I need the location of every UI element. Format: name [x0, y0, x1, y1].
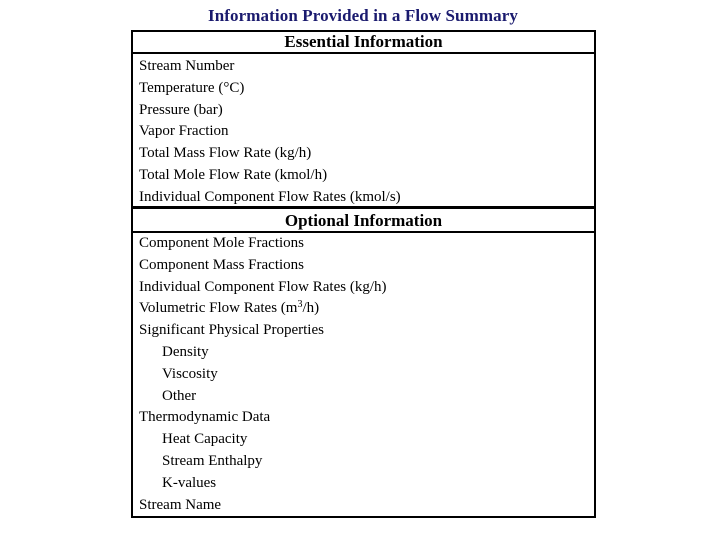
- optional-heading: Optional Information: [133, 206, 594, 233]
- volumetric-suffix: /h): [302, 300, 320, 317]
- volumetric-superscript: 3: [297, 299, 303, 311]
- essential-heading: Essential Information: [133, 32, 594, 54]
- list-item: Temperature (°C): [139, 79, 245, 96]
- sub-item: Other: [162, 387, 197, 404]
- sub-item: Stream Enthalpy: [162, 452, 263, 469]
- list-item: Thermodynamic Data: [139, 409, 271, 426]
- optional-list: [133, 233, 594, 516]
- essential-list: [133, 54, 594, 206]
- sub-item: Viscosity: [162, 365, 218, 382]
- sub-item: Heat Capacity: [162, 431, 248, 448]
- list-item-volumetric: [139, 298, 588, 320]
- list-item: Individual Component Flow Rates (kg/h): [139, 278, 387, 295]
- volumetric-prefix: Volumetric Flow Rates (m: [139, 300, 298, 317]
- list-item: Total Mass Flow Rate (kg/h): [139, 145, 312, 162]
- list-item: Stream Name: [139, 496, 222, 513]
- list-item: Component Mass Fractions: [139, 256, 304, 273]
- list-item: Stream Number: [139, 58, 235, 74]
- list-item: Total Mole Flow Rate (kmol/h): [139, 166, 328, 183]
- list-item: Pressure (bar): [139, 101, 223, 118]
- flow-summary-table: [131, 30, 596, 518]
- list-item: Individual Component Flow Rates (kmol/s): [139, 188, 401, 205]
- sub-item: K-values: [162, 474, 217, 491]
- page-title: Information Provided in a Flow Summary: [208, 6, 518, 25]
- list-item: Vapor Fraction: [139, 123, 229, 140]
- list-item: Component Mole Fractions: [139, 235, 304, 251]
- list-item: Significant Physical Properties: [139, 322, 324, 339]
- sub-item: Density: [162, 343, 209, 360]
